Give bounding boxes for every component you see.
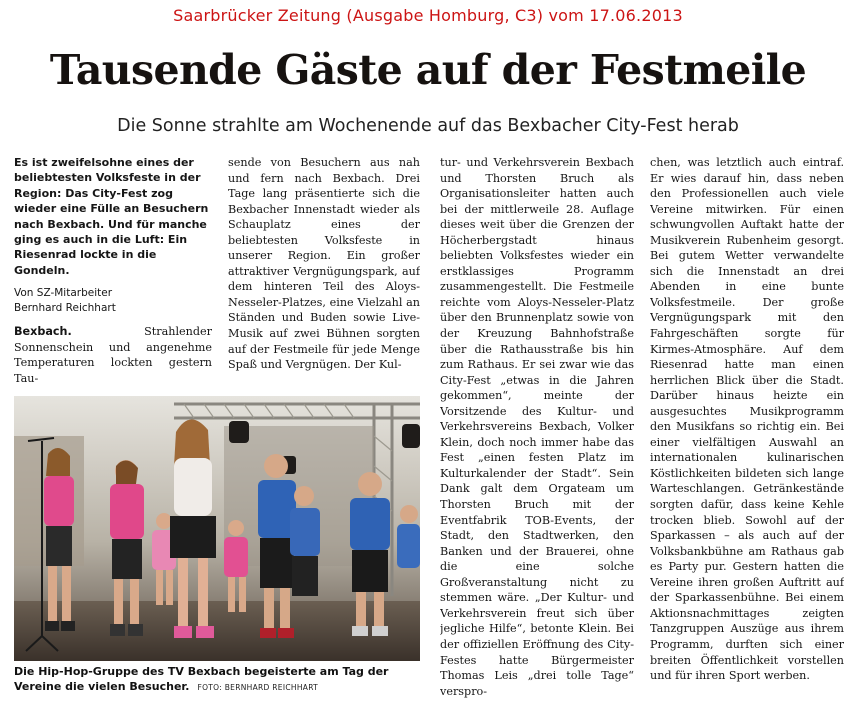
column-4-text: chen, was letztlich auch eintraf. Er wies darauf hin, dass neben den Professionellen auch viele Vereine mitwirken. Für einen schwungvollen Auftakt hatte der Musikverein Rubenheim gesorgt. Bei gutem Wetter verwandelte sich die Innenstadt an drei Abenden in eine bunte Volksfestmeile. Der große Vergnügungspark mit den Fahrgeschäften sorgte für Kirmes-Atmosphäre. Auf dem Riesenrad hatte man einen herrlichen Blick über die Stadt. Darüber hinaus heizte ein ausgesuchtes Musikprogramm den Musikfans so richtig ein. Bei einer vielfältigen Auswahl an internationalen kulinarischen Köstlichkeiten bildeten sich lange Warteschlangen. Getränkestände sorgten dafür, dass keine Kehle trocken blieb. Sowohl auf der Sparkassen – als auch auf der Volksbankbühne am Rathaus gab es Party pur. Gestern hatten die Vereine ihren großen Auftritt auf der Sparkassenbühne. Bei einem Aktionsnachmittages zeigten Tanzgruppen Auszüge aus ihrem Programm, durften sich einer breiten Öffentlichkeit vorstellen und für ihren Sport werben. (650, 156, 844, 683)
article-subheadline: Die Sonne strahlte am Wochenende auf das Bexbacher City-Fest herab (117, 116, 739, 136)
column-3 (440, 155, 634, 701)
column-1-text: Strahlender Sonnenschein und angenehme Temperaturen lockten gestern Tau- (14, 325, 212, 385)
photo-caption (14, 664, 424, 695)
caption-text: Die Hip-Hop-Gruppe des TV Bexbach begeisterte am Tag der Vereine die vielen Besucher. (14, 665, 389, 693)
column-1 (14, 155, 212, 386)
column-3-text: tur- und Verkehrsverein Bexbach und Thorsten Bruch als Organisationsleiter hatten auch bei der mittlerweile 28. Auflage dieses weit über die Grenzen der Höcherbergstadt hinaus beliebten Volksfestes wieder ein erstklassiges Programm zusammengestellt. Die Festmeile reichte vom Aloys-Nesseler-Platz über den Brunnenplatz sowie von der Kreuzung Bahnhofstraße über die Rathausstraße bis hin zum Rathaus. Er sei zwar wie das City-Fest „etwas in die Jahren gekommen“, meinte der Vorsitzende des Kultur- und Verkehrsvereins Bexbach, Volker Klein, doch noch immer habe das Fest „einen festen Platz im Kulturkalender der Stadt“. Sein Dank galt dem Orgateam um Thorsten Bruch mit der Eventfabrik TOB-Events, der Stadt, den Stadtwerken, den Banken und der Brauerei, ohne die eine solche Großveranstaltung nicht zu stemmen wäre. „Der Kultur- und Verkehrsverein freut sich über jegliche Hilfe“, betonte Klein. Bei der offiziellen Eröffnung des City-Festes hatte Bürgermeister Thomas Leis „drei tolle Tage“ verspro- (440, 156, 634, 698)
article-lead: Es ist zweifelsohne eines der beliebtesten Volksfeste in der Region: Das City-Fest zog wieder eine Fülle an Besuchern nach Bexbach. Und für manche ging es auch in die Luft: Ein Riesenrad lockte in die Gondeln. (14, 156, 209, 277)
source-line: Saarbrücker Zeitung (Ausgabe Homburg, C3) vom 17.06.2013 (173, 6, 683, 25)
author-line-1: Von SZ-Mitarbeiter (14, 287, 113, 300)
column-1-body (14, 324, 212, 386)
column-4 (650, 155, 844, 701)
article-headline: Tausende Gäste auf der Festmeile (49, 46, 807, 94)
author-block (14, 286, 212, 316)
article-photo (14, 396, 420, 661)
author-line-2: Bernhard Reichhart (14, 302, 116, 315)
column-2 (228, 155, 420, 379)
column-2-text: sende von Besuchern aus nah und fern nach Bexbach. Drei Tage lang präsentierte sich die Bexbacher Innenstadt wieder als Schauplatz eines der beliebtesten Volksfeste in unserer Region. Ein großer attraktiver Vergnügungspark, auf dem hinteren Teil des Aloys-Nesseler-Platzes, eine Vielzahl an Ständen und Buden sowie Live-Musik auf zwei Bühnen sorgten auf der Festmeile für jede Menge Spaß und Vergnügen. Der Kul- (228, 156, 420, 372)
dateline: Bexbach. (14, 325, 72, 339)
photo-credit: FOTO: BERNHARD REICHHART (197, 683, 319, 692)
